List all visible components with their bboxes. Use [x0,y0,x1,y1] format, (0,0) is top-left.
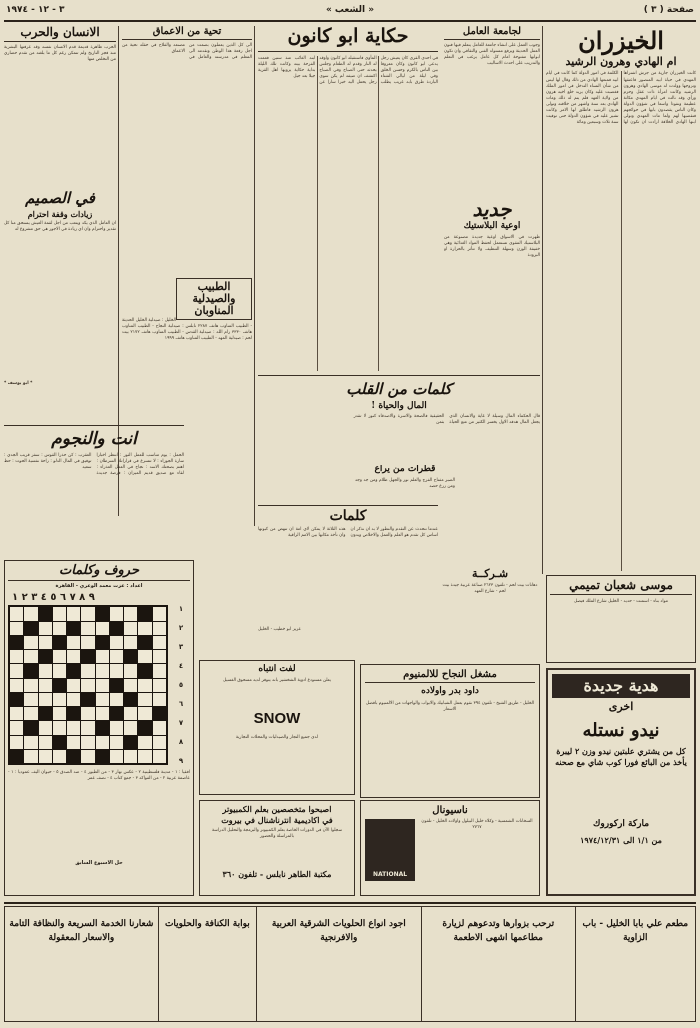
article-title: الانسان والحرب [4,26,116,42]
article-abu-kanun [258,26,438,371]
article-man-and-war [4,26,116,186]
article-body: الحرب ظاهرة قديمة قدم الانسان نفسه وقد عرفتها البشرية منذ فجر التاريخ ولم تتمكن رغم كل ما بلغته من تقدم حضاري من التخلص منها [4,45,116,63]
article-worker-university [444,26,540,346]
section-horoscope [4,425,184,555]
section-title: في الصميم [25,190,95,207]
ad-body: دهانات بيت لحم - تلفون ٢٦٢٣ صناعة عربية جيدة بيت لحم - شارع المهد [442,583,538,595]
section-body: عندما نتحدث عن التقدم والتطور لا بد ان نذكر ان اساس كل تقدم هو العلم والعمل والاخلاص وبدون هذه الثلاثة لا يمكن لاي امة ان تنهض من كبوتها وان تأخذ مكانها بين الامم الراقية [258,527,438,539]
article-body: كانت الخيزران جارية من جرش اشتراها المهدي في حياة ابيه المنصور فاعتقها وتزوجها وولدت له موسى الهادي وهرون الرشيد وكانت امرأة ذات عقل وحزم ورأي وقد نالت في ايام المهدي مكانة عظيمة ونفوذا واسعا في شؤون الدولة وكان الناس يقصدون بابها في حوائجهم فتقضيها لهم ولما مات المهدي وتولى ابنها الهادي الخلافة ارادت ان تكون لها الكلمة في امور الدولة كما كانت في ايام ابيه فمنعها الهادي من ذلك وقال لها ليس من شأن النساء التدخل في امور الملك فغضبت عليه وكان يريد خلع اخيه هرون من ولاية العهد فلم يتم له ذلك ومات الهادي بعد سنة واشهر من خلافته وتولى هرون الرشيد فاطلق لها الامر وكانت تشير عليه في شؤون الدولة حتى توفيت سنة ثلاث وسبعين ومائة [546,71,696,126]
section-heading: المال والحياة ! [371,400,427,411]
ad-body: سجلوا الآن في الدورات الخاصة بعلم الكمبيوتر والبرمجة والتحليل الدراسة بالمراسلة والحضور [211,827,343,839]
ad-title: لفت انتباه [258,664,296,674]
ad-computer-academy [199,800,355,896]
section-title: انت والنجوم [51,429,137,449]
section-title: الطبيب والصيدلية المناوبان [176,278,252,320]
crossword-grid[interactable] [8,605,168,765]
section-body: الحمل : يوم مناسب للعمل الثور : انتظر اخبارا سارة الجوزاء : لا تتسرع في قراراتك السرطان : اهتم بصحتك الاسد : نجاح في العمل العذراء : لقاء مع صديق قديم الميزان : فرصة جديدة العقرب : كن حذرا القوس : سفر قريب الجدي : توفيق في المال الدلو : راحة نفسية الحوت : حظ سعيد [4,452,184,476]
footer-ad-slogan: شعارنا الخدمة السريعة والنظافة التامة والاسعار المعقولة [9,919,154,943]
ad-snow [199,660,355,795]
crossword-title: حروف وكلمات [8,564,190,581]
ad-subtitle: في اكاديمية انترناشنال في بيروت [221,814,333,825]
ad-national [360,800,540,896]
ad-brand: نيدو نستله [582,719,660,741]
author: عزيز ابو خطيب - الخليل [258,627,302,633]
crossword-puzzle [4,560,194,896]
footer-ads [4,906,696,1022]
ad-musa-tamimi [546,575,696,663]
footer-ad-welcome: ترحب بزوارها وتدعوهم لزيارة مطاعمها اشهى الاطعمة [421,907,575,1021]
signature: * ابو يوسف * [4,381,33,387]
ad-dates: من ١/١ الى ١٩٧٤/١٢/٣١ [580,835,662,846]
ad-footer: ماركة ارکوروك [592,819,650,830]
ad-brand: SNOW [253,709,301,727]
article-khaizuran [546,26,696,574]
section-body: الخليل : صيدلية الخليل الحديثة - الطبيب المناوب هاتف ٢٢٨٧ نابلس : صيدلية النجاح - الطبيب المناوب هاتف ٣٣٣٠ رام الله : صيدلية القدس - الطبيب المناوب هاتف ٢١٧٢ بيت لحم : صيدلية المهد - الطبيب المناوب هاتف ١٩٩٩ [122,318,252,342]
ad-najjah-aluminium [360,664,540,798]
article-title: لجامعة العامل [444,26,540,40]
ad-body: كل من يشتري علبتين نيدو وزن ٢ ليبرة يأخذ من البائع فورا كوب شاي مع صحنه [555,746,687,768]
section-fil-sameem [4,190,116,420]
crossword-row-numbers: ١ ٢ ٣ ٤ ٥ ٦ ٧ ٨ ٩ [178,605,184,766]
ad-body: يعلن مستودع ادوية الشخشير بانه يتوفر لديه مسحوق الغسيل [223,677,331,683]
section-title: كلمات [329,508,367,524]
section-body: قال الحكماء المال وسيلة لا غاية والانسان الذي يجعل المال هدفه الاول يخسر الكثير من متع الحياة الحقيقية فالصحة والاسرة والاصدقاء كنوز لا تقدر بثمن [353,414,540,426]
section-title: قطرات من يراع [374,465,436,474]
ad-title: هدية جديدة [552,674,690,698]
article-body: الى كل الذين يعملون بصمت من اجل رفعة هذا الوطن وتقدمه الى المعلم في مدرسته والعامل في مصنعه والفلاح في حقله تحية من الاعماق [122,43,252,61]
section-heart-words [258,375,540,470]
issue-date: ٣ - ١٢ - ١٩٧٤ [6,5,65,15]
ad-title: شـركــة [471,568,509,580]
article-title: تحية من الاعماق [122,26,252,40]
ad-body: الخليل - طريق الشيخ - تلفون ٣٩٤ نقوم بعمل الشبابيك والابواب والواجهات من الالمنيوم بافضل الاسعار [365,700,535,712]
section-subtitle: اوعية البلاستيك [463,221,521,231]
masthead: « الشعب » [325,5,375,15]
section-body: ان العامل الذي يكد ويتعب من اجل لقمة العيش يستحق منا كل تقدير واحترام وان اي زيادة في الاجور هي حق مشروع له [4,221,116,233]
footer-ad-kunafa: بوابة الكنافة والحلويات [158,907,256,1021]
article-title: الخيزران [578,26,664,55]
ad-nestle-nido [546,668,696,896]
crossword-column-numbers: ٩ ٨ ٧ ٦ ٥ ٤ ٣ ٢ ١ [12,592,95,604]
ad-title: مشغل النجاح للالمنيوم [365,669,535,683]
ad-title: اصبحوا متخصصين بعلم الكمبيوتر [222,804,332,814]
section-body: ظهرت في الاسواق اوعية جديدة مصنوعة من البلاستيك المقوى تستعمل لحفظ المواد الغذائية وهي خفيفة الوزن وسهلة التنظيف ولا تتأثر بالحرارة او البرودة [444,234,540,259]
ad-contact: مكتبة الطاهر نابلس - تلفون ٣٦٠ [222,868,332,879]
article-body: وجوب العمل على انشاء جامعة للعامل يتعلم فيها فنون العمل الحديثة ويرفع مستواه الفني والثقافي وان تكون ابوابها مفتوحة امام كل عامل يرغب في التعلم والتدريب على احدث الاساليب [444,43,540,67]
article-subtitle: ام الهادي وهرون الرشيد [565,55,677,69]
ad-title: ناسيونال [432,805,468,816]
section-body: الصبر مفتاح الفرج والعلم نور والجهل ظلام ومن جد وجد ومن زرع حصد [355,477,455,489]
section-title: كلمات من القلب [346,380,452,398]
article-greeting [122,26,252,276]
section-kalimat [258,505,438,655]
section-subtitle: زيادات وقفة احترام [27,208,93,219]
section-title: جديد [472,197,512,221]
ad-owner: داود بدر واولاده [421,686,479,696]
ad-title: موسى شعبان تميمي [550,579,692,595]
article-title: حكاية ابو كانون [258,26,438,52]
footer-ad-restaurant: مطعم علي بابا الخليل - باب الزاوية [575,907,695,1021]
crossword-clues: افقيا : ١ - مدينة فلسطينية ٢ - عكس نهار ٣ - من الطيور ٤ - ضد الصدق ٥ - حيوان اليف عموديا : ١ - عاصمة عربية ٢ - من الفواكه ٣ - جمع كتاب ٤ - نصف عمر [8,770,190,782]
ad-logo: NATIONAL [365,819,415,881]
crossword-author: اعداد : عزت معمد الوعري - القاهرة [55,583,143,590]
ad-subtitle: اخرى [608,699,634,713]
article-body: في احدى القرى كان يعيش رجل يدعى ابو كانون وكان معروفا بين الناس بالكرم وحسن الخلق وفي ليلة من ليالي الشتاء الباردة طرق بابه غريب يطلب المأوى فاستقبله ابو كانون واوقد له النار وقدم له الطعام وجلس يحدثه حتى الصباح وفي الصباح اكتشف ان ضيفه لم يكن سوى رجل يحمل اليه خبرا سارا عن ابنه الغائب منذ سنين فعمت الفرحة بيته وكانت تلك الليلة بداية حكاية يرويها اهل القرية جيلا بعد جيل [258,55,438,86]
crossword-footer: حل الاسبوع السابق [75,860,123,867]
ad-note: لدى جميع التجار والصيدليات والمحلات التجارية [235,735,319,741]
ad-body: مواد بناء - اسمنت - حديد - الخليل شارع الملك فيصل [573,599,669,605]
footer-ad-sweets: اجود انواع الحلويات الشرقية العربية والافرنجية [256,907,421,1021]
ad-company [440,568,540,654]
page-label: صفحة ( ٣ ) [643,5,694,15]
ad-body: السخانات الشمسية - وكلاء خليل البيلول واولاده الخليل - تلفون ٢٧٦٧ [421,819,533,831]
